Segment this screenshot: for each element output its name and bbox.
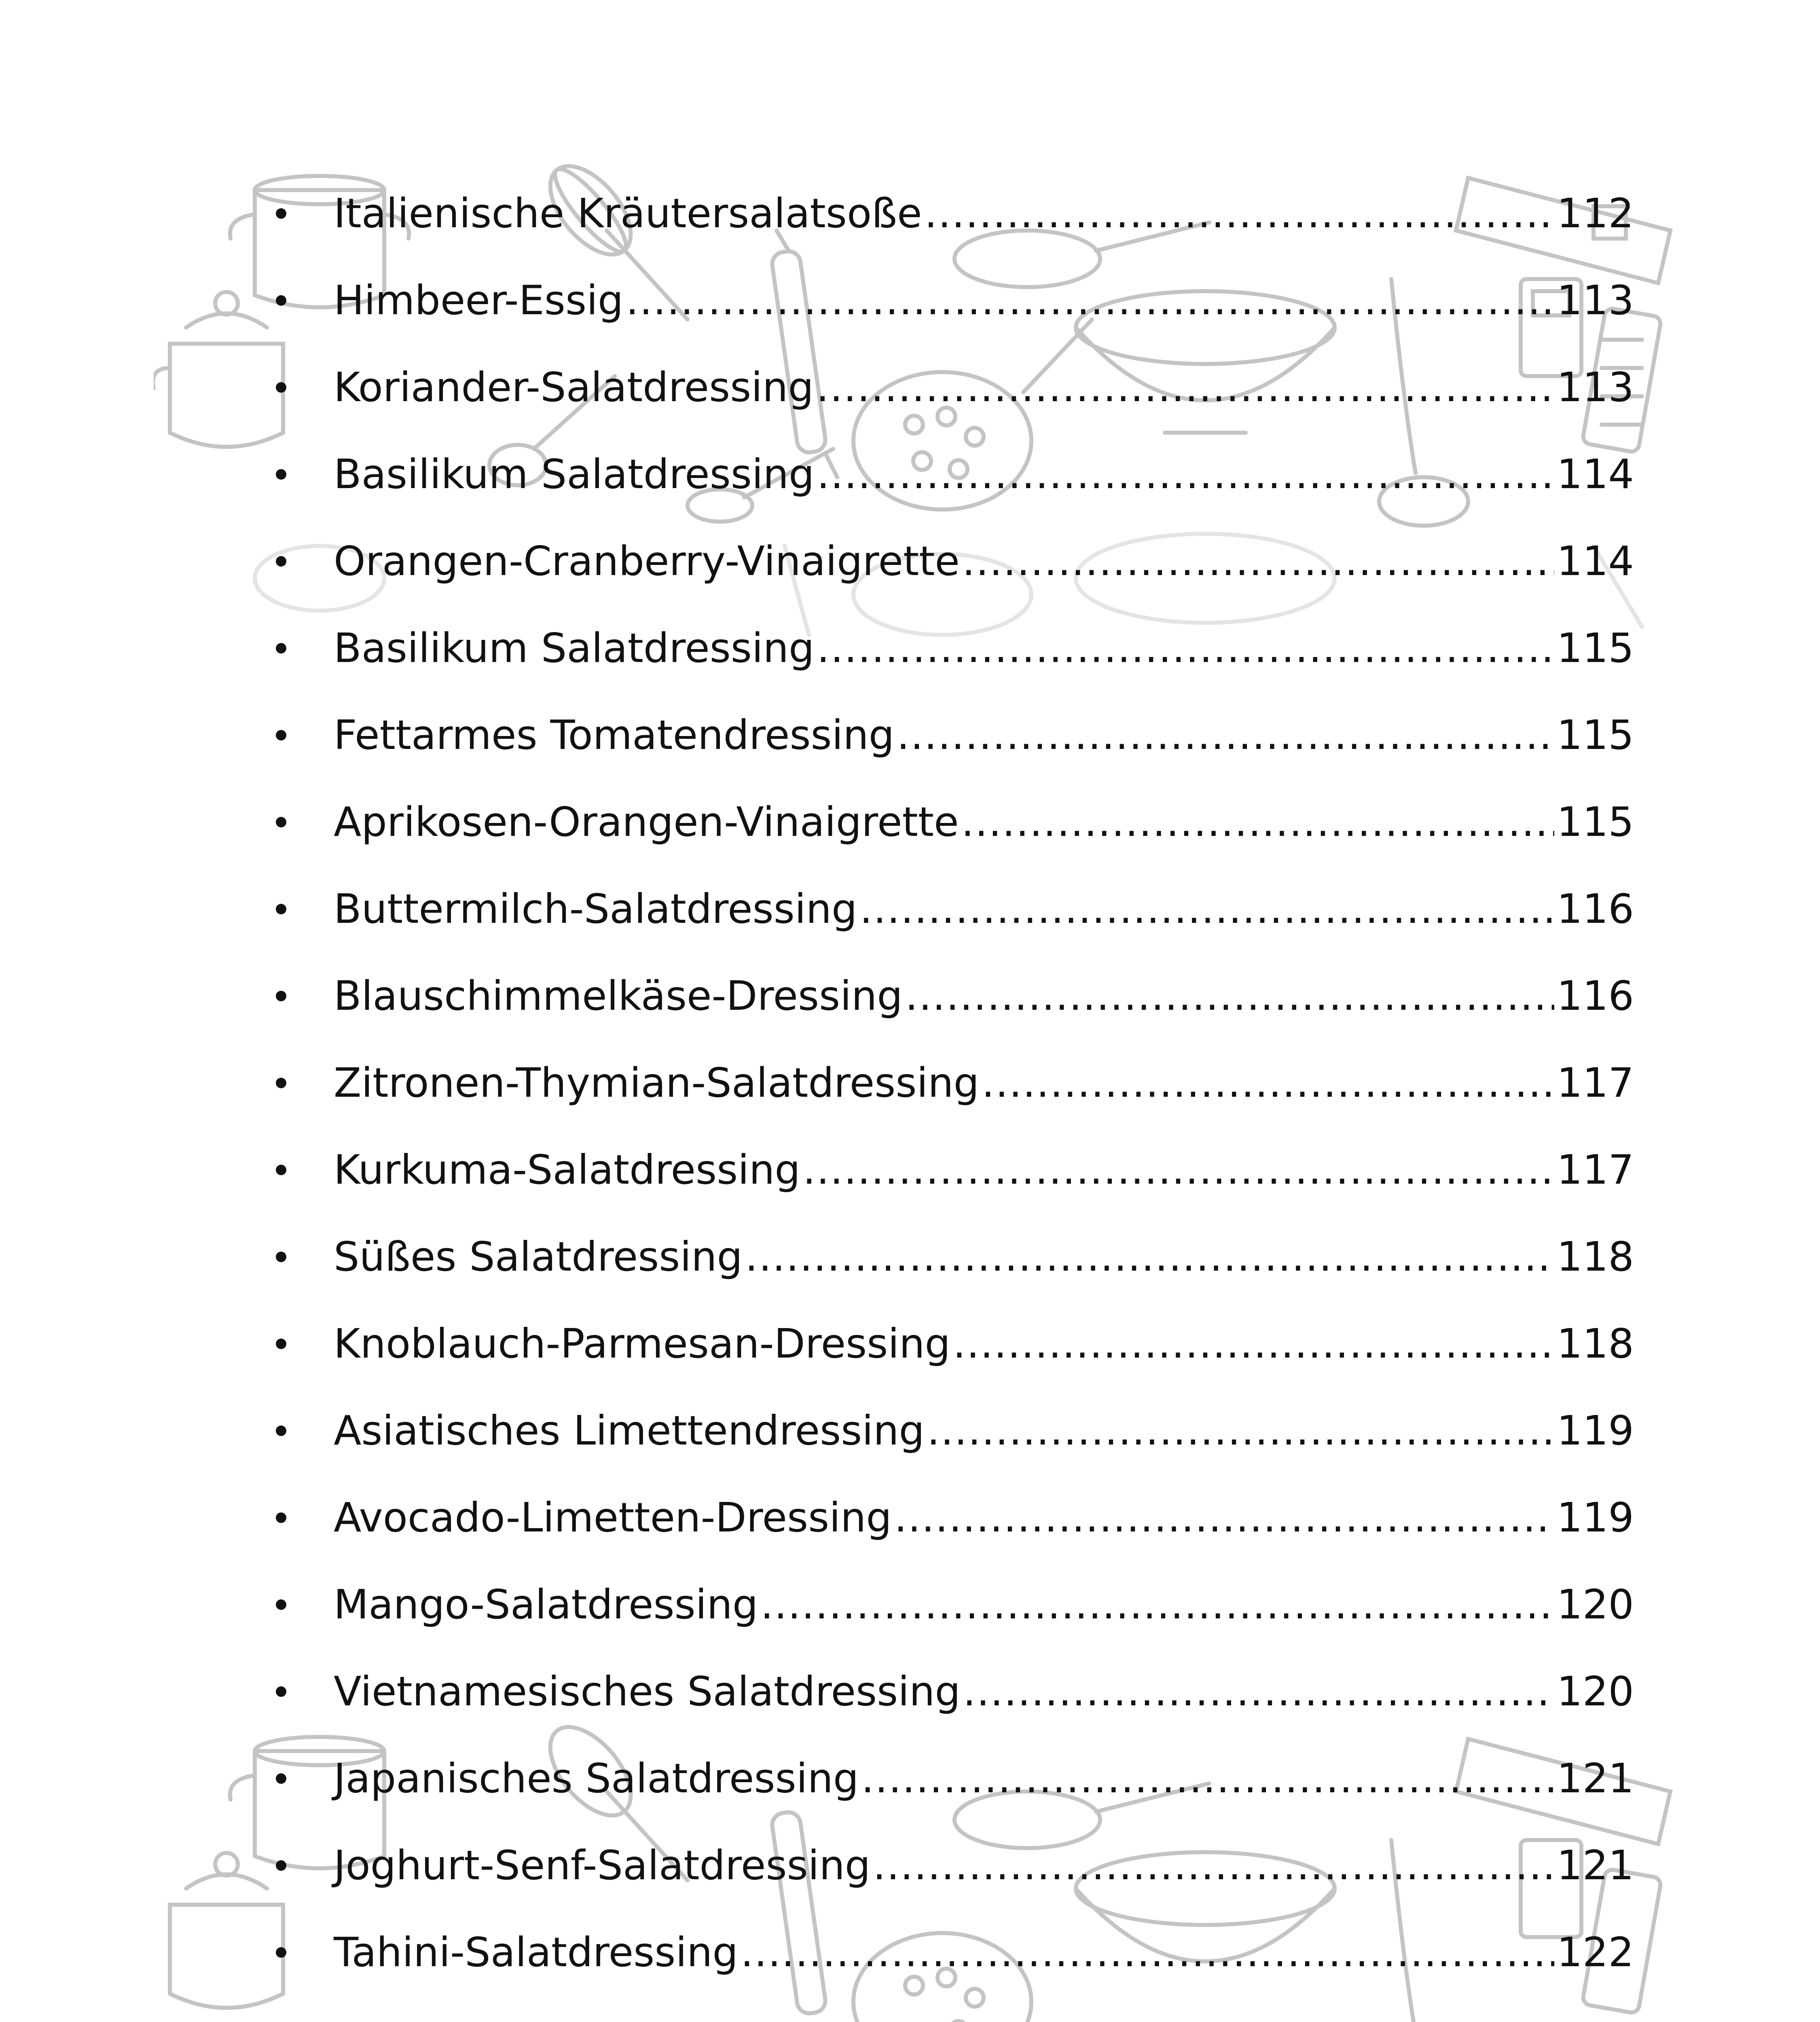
dot-leader — [741, 1932, 1554, 1973]
entry-title: Basilikum Salatdressing — [334, 450, 815, 498]
entry-page-number: 113 — [1557, 276, 1634, 324]
bullet-icon — [276, 1426, 286, 1436]
entry-page-number: 116 — [1557, 885, 1634, 933]
entry-title: Blauschimmelkäse-Dressing — [334, 972, 903, 1019]
toc-entry[interactable] — [267, 778, 1634, 865]
dot-leader — [961, 802, 1555, 842]
bullet-icon — [276, 556, 286, 567]
entry-page-number: 112 — [1557, 189, 1634, 237]
bullet-icon — [276, 1860, 286, 1871]
toc-entry[interactable] — [267, 865, 1634, 952]
bullet-icon — [276, 208, 286, 219]
dot-leader — [803, 1150, 1554, 1190]
dot-leader — [861, 1758, 1554, 1799]
pot-with-lid-icon — [154, 292, 283, 447]
entry-title: Basilikum Salatdressing — [334, 624, 815, 672]
bullet-icon — [276, 643, 286, 654]
entry-page-number: 120 — [1557, 1580, 1634, 1628]
dot-leader — [817, 454, 1555, 495]
bullet-icon — [276, 1339, 286, 1349]
dot-leader — [894, 1497, 1554, 1538]
entry-title: Vietnamesisches Salatdressing — [334, 1667, 961, 1715]
toc-entry[interactable] — [267, 1300, 1634, 1387]
entry-page-number: 115 — [1557, 711, 1634, 759]
dot-leader — [873, 1845, 1554, 1886]
bullet-icon — [276, 1773, 286, 1784]
entry-title: Fettarmes Tomatendressing — [334, 711, 895, 759]
toc-entry[interactable] — [267, 1909, 1634, 1996]
entry-page-number: 117 — [1557, 1059, 1634, 1106]
bullet-icon — [276, 1252, 286, 1262]
bullet-icon — [276, 1078, 286, 1088]
bullet-icon — [276, 730, 286, 740]
entry-page-number: 119 — [1557, 1407, 1634, 1454]
entry-page-number: 120 — [1557, 1667, 1634, 1715]
bullet-icon — [276, 469, 286, 480]
dot-leader — [817, 628, 1555, 668]
dot-leader — [816, 367, 1554, 408]
entry-page-number: 122 — [1557, 1928, 1634, 1976]
entry-page-number: 121 — [1557, 1841, 1634, 1889]
toc-entry[interactable] — [267, 1735, 1634, 1822]
bullet-icon — [276, 1599, 286, 1610]
entry-page-number: 114 — [1557, 450, 1634, 498]
entry-page-number: 114 — [1557, 537, 1634, 585]
entry-title: Koriander-Salatdressing — [334, 363, 814, 411]
entry-page-number: 116 — [1557, 972, 1634, 1019]
dot-leader — [963, 1671, 1554, 1712]
bullet-icon — [276, 1165, 286, 1175]
entry-title: Süßes Salatdressing — [334, 1233, 743, 1280]
bullet-icon — [276, 991, 286, 1001]
table-of-contents — [267, 170, 1634, 1996]
toc-entry[interactable] — [267, 1387, 1634, 1474]
bullet-icon — [276, 1686, 286, 1697]
dot-leader — [897, 715, 1554, 755]
toc-entry[interactable] — [267, 1213, 1634, 1300]
entry-page-number: 113 — [1557, 363, 1634, 411]
bullet-icon — [276, 1512, 286, 1523]
bullet-icon — [276, 1947, 286, 1958]
toc-entry[interactable] — [267, 518, 1634, 605]
toc-entry[interactable] — [267, 1474, 1634, 1561]
entry-page-number: 119 — [1557, 1493, 1634, 1541]
toc-entry[interactable] — [267, 692, 1634, 778]
entry-title: Knoblauch-Parmesan-Dressing — [334, 1320, 950, 1367]
entry-page-number: 121 — [1557, 1754, 1634, 1802]
entry-title: Tahini-Salatdressing — [334, 1928, 738, 1976]
toc-entry[interactable] — [267, 1648, 1634, 1735]
dot-leader — [953, 1324, 1554, 1364]
dot-leader — [760, 1584, 1554, 1625]
entry-title: Italienische Kräutersalatsoße — [334, 189, 922, 237]
toc-entry[interactable] — [267, 257, 1634, 344]
pot-with-lid-icon — [170, 1853, 283, 2008]
dot-leader — [925, 193, 1554, 234]
toc-entry[interactable] — [267, 952, 1634, 1039]
entry-title: Avocado-Limetten-Dressing — [334, 1493, 892, 1541]
entry-page-number: 117 — [1557, 1146, 1634, 1193]
dot-leader — [745, 1237, 1554, 1277]
entry-title: Himbeer-Essig — [334, 276, 624, 324]
entry-title: Zitronen-Thymian-Salatdressing — [334, 1059, 980, 1106]
bullet-icon — [276, 817, 286, 827]
toc-entry[interactable] — [267, 344, 1634, 431]
toc-entry[interactable] — [267, 605, 1634, 692]
dot-leader — [905, 976, 1554, 1016]
toc-entry[interactable] — [267, 1561, 1634, 1648]
entry-page-number: 115 — [1557, 624, 1634, 672]
entry-title: Orangen-Cranberry-Vinaigrette — [334, 537, 960, 585]
toc-entry[interactable] — [267, 1039, 1634, 1126]
toc-entry[interactable] — [267, 1126, 1634, 1213]
bullet-icon — [276, 295, 286, 306]
dot-leader — [927, 1411, 1554, 1451]
entry-page-number: 118 — [1557, 1233, 1634, 1280]
entry-title: Buttermilch-Salatdressing — [334, 885, 857, 933]
toc-entry[interactable] — [267, 1822, 1634, 1909]
toc-entry[interactable] — [267, 431, 1634, 518]
entry-page-number: 118 — [1557, 1320, 1634, 1367]
dot-leader — [859, 889, 1554, 929]
toc-entry[interactable] — [267, 170, 1634, 257]
dot-leader — [982, 1063, 1554, 1103]
entry-page-number: 115 — [1557, 798, 1634, 846]
bullet-icon — [276, 904, 286, 914]
entry-title: Mango-Salatdressing — [334, 1580, 758, 1628]
dot-leader — [962, 541, 1554, 582]
entry-title: Japanisches Salatdressing — [334, 1754, 859, 1802]
bullet-icon — [276, 382, 286, 393]
entry-title: Kurkuma-Salatdressing — [334, 1146, 800, 1193]
entry-title: Joghurt-Senf-Salatdressing — [334, 1841, 871, 1889]
entry-title: Asiatisches Limettendressing — [334, 1407, 925, 1454]
dot-leader — [626, 280, 1554, 321]
entry-title: Aprikosen-Orangen-Vinaigrette — [334, 798, 959, 846]
